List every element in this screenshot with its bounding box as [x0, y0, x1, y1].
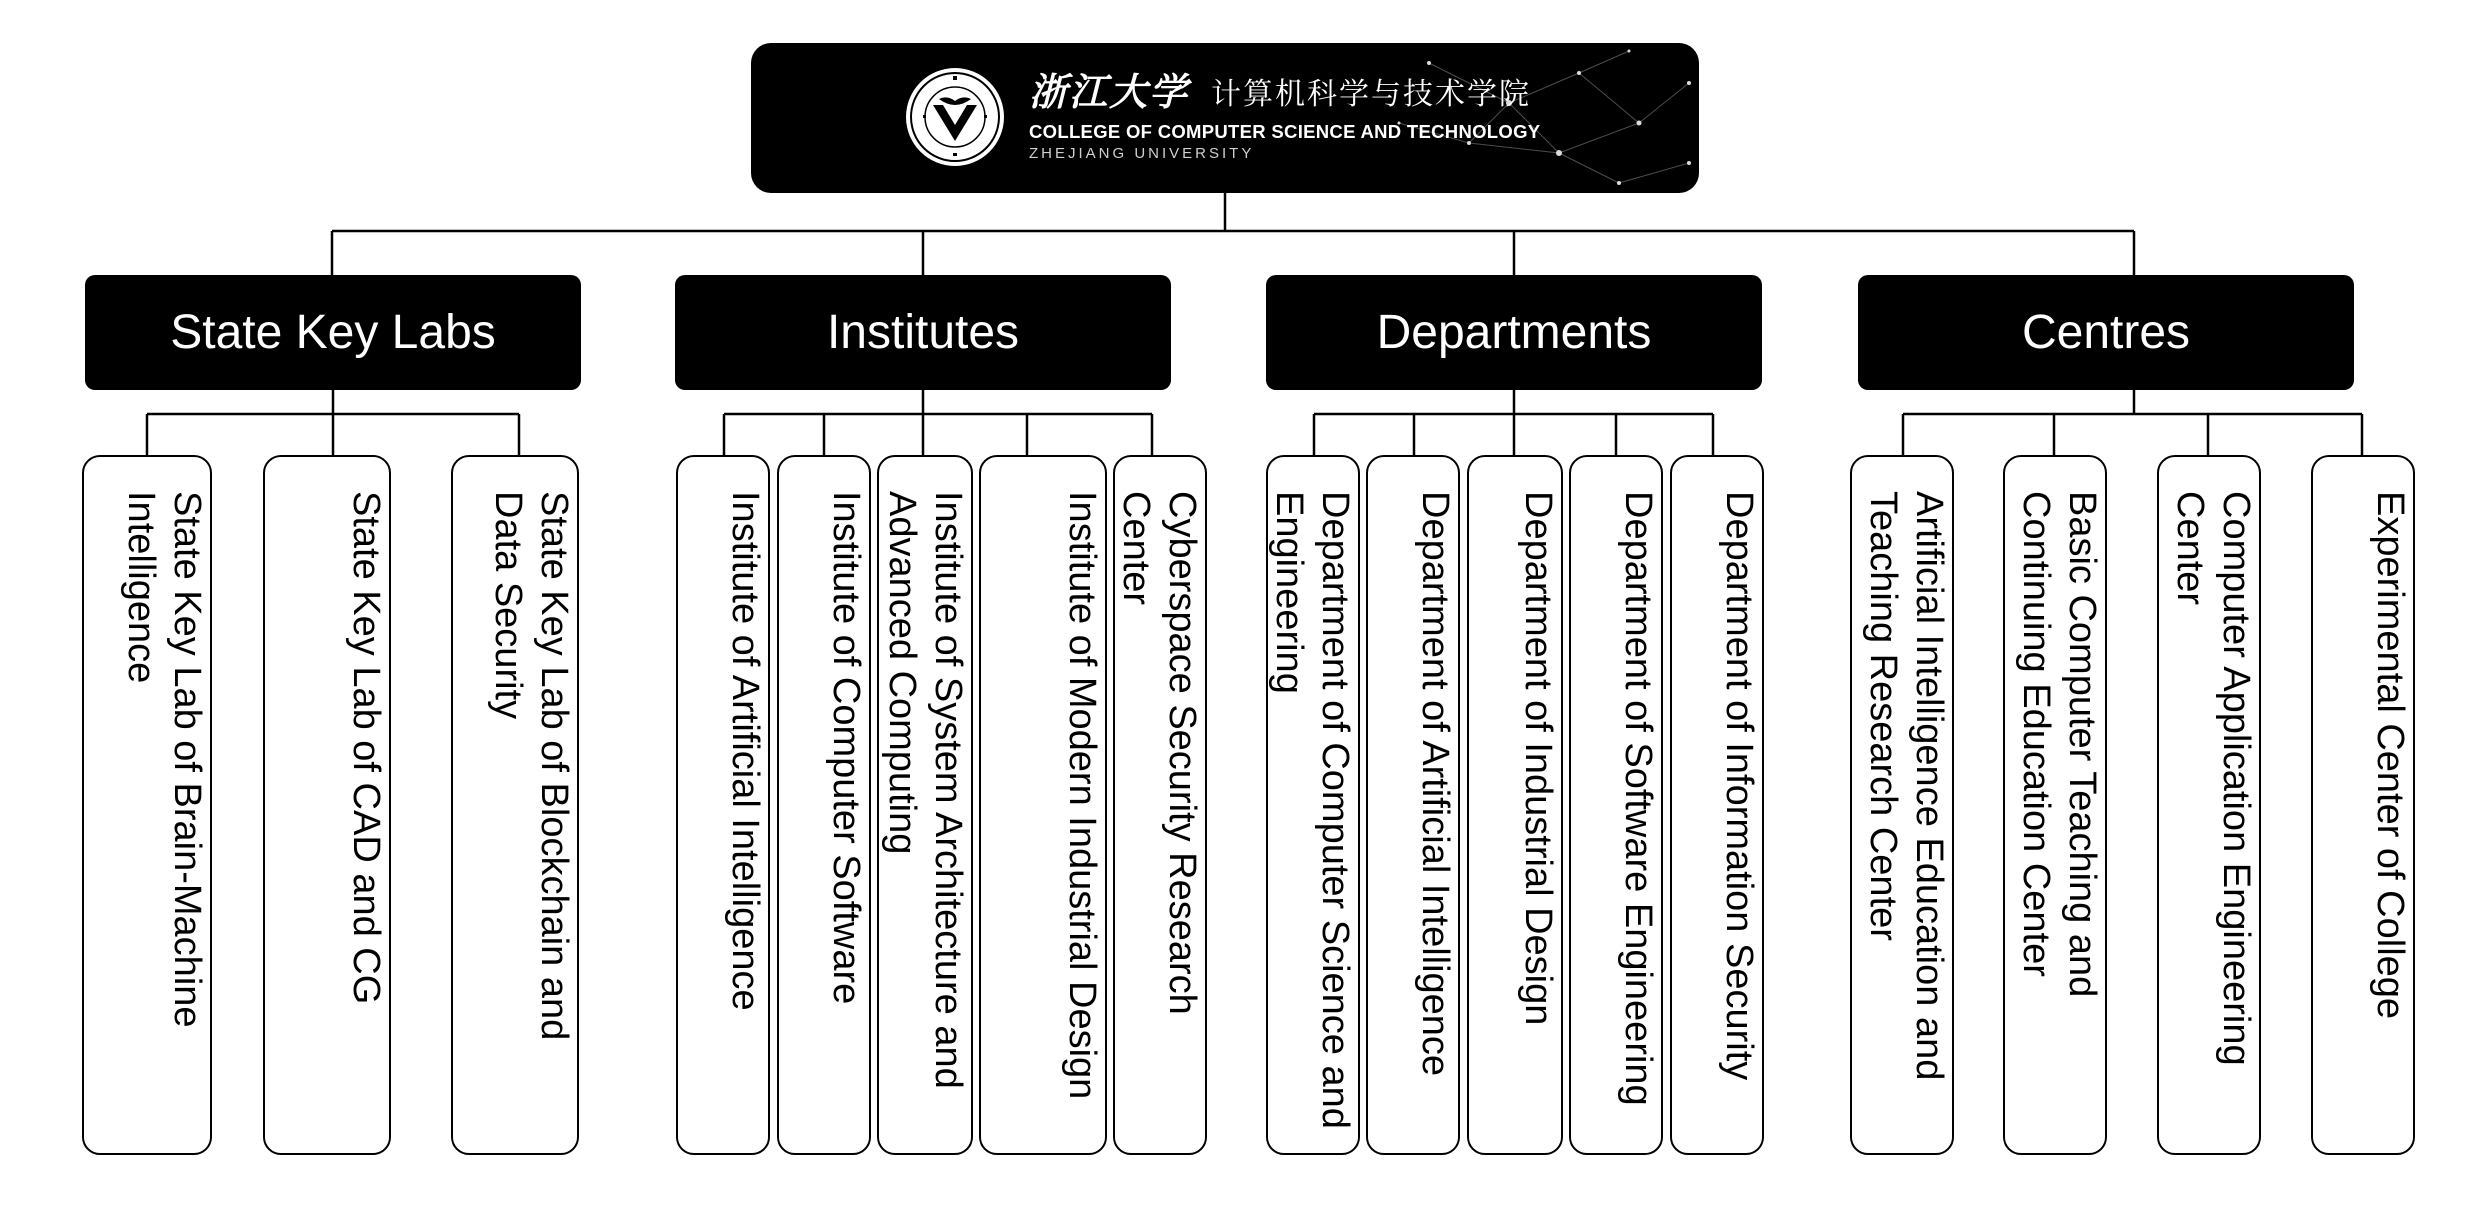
leaf-label: Artificial Intelligence Education and Teaching Research Center	[1862, 491, 1950, 1081]
root-node-college	[751, 43, 1699, 193]
leaf-label: State Key Lab of Blockchain and Data Security	[487, 491, 575, 1041]
category-state-key-labs: State Key Labs	[85, 275, 581, 390]
leaf-basic-computer-teaching-center	[2003, 455, 2107, 1155]
leaf-label: Department of Computer Science and Engineering	[1268, 491, 1356, 1129]
leaf-institute-ai	[676, 455, 770, 1155]
university-name-cn: 浙江大学	[1029, 69, 1190, 114]
leaf-dept-industrial-design	[1467, 455, 1563, 1155]
category-institutes: Institutes	[675, 275, 1171, 390]
leaf-dept-artificial-intelligence	[1366, 455, 1460, 1155]
leaf-brain-machine-intelligence	[82, 455, 212, 1155]
category-centres: Centres	[1858, 275, 2354, 390]
leaf-label: Computer Application Engineering Center	[2169, 491, 2257, 1066]
college-name-cn: 计算机科学与技术学院	[1211, 77, 1531, 112]
leaf-experimental-center-of-college	[2311, 455, 2415, 1155]
leaf-computer-application-engineering-center	[2157, 455, 2261, 1155]
leaf-label: Institute of Artificial Intelligence	[724, 491, 766, 1011]
leaf-dept-computer-science	[1266, 455, 1360, 1155]
leaf-label: Department of Industrial Design	[1517, 491, 1559, 1026]
leaf-label: Institute of Computer Software	[825, 491, 867, 1005]
college-name-en: COLLEGE OF COMPUTER SCIENCE AND TECHNOLOGY	[1029, 121, 1541, 142]
leaf-dept-information-security	[1670, 455, 1764, 1155]
leaf-label: Institute of Modern Industrial Design	[1061, 491, 1103, 1100]
leaf-label: Institute of System Architecture and Advanced Computing	[881, 491, 969, 1089]
leaf-ai-education-teaching-research-center	[1850, 455, 1954, 1155]
leaf-label: Experimental Center of College	[2369, 491, 2411, 1020]
leaf-cyberspace-security-research-center	[1113, 455, 1207, 1155]
leaf-label: Department of Software Engineering	[1617, 491, 1659, 1106]
leaf-blockchain-and-data-security	[451, 455, 579, 1155]
leaf-label: State Key Lab of Brain-Machine Intelligence	[120, 491, 208, 1028]
network-decoration-icon	[1369, 43, 1699, 193]
category-departments: Departments	[1266, 275, 1762, 390]
leaf-cad-and-cg	[263, 455, 391, 1155]
leaf-label: Department of Information Security	[1718, 491, 1760, 1081]
zju-emblem-icon	[903, 65, 1007, 169]
leaf-label: Cyberspace Security Research Center	[1115, 491, 1203, 1015]
leaf-dept-software-engineering	[1569, 455, 1663, 1155]
leaf-label: State Key Lab of CAD and CG	[345, 491, 387, 1005]
university-name-en: ZHEJIANG UNIVERSITY	[1029, 145, 1255, 162]
leaf-label: Basic Computer Teaching and Continuing Education Center	[2015, 491, 2103, 998]
leaf-institute-computer-software	[777, 455, 871, 1155]
leaf-institute-system-architecture	[877, 455, 973, 1155]
leaf-label: Department of Artificial Intelligence	[1414, 491, 1456, 1077]
leaf-institute-modern-industrial-design	[979, 455, 1107, 1155]
